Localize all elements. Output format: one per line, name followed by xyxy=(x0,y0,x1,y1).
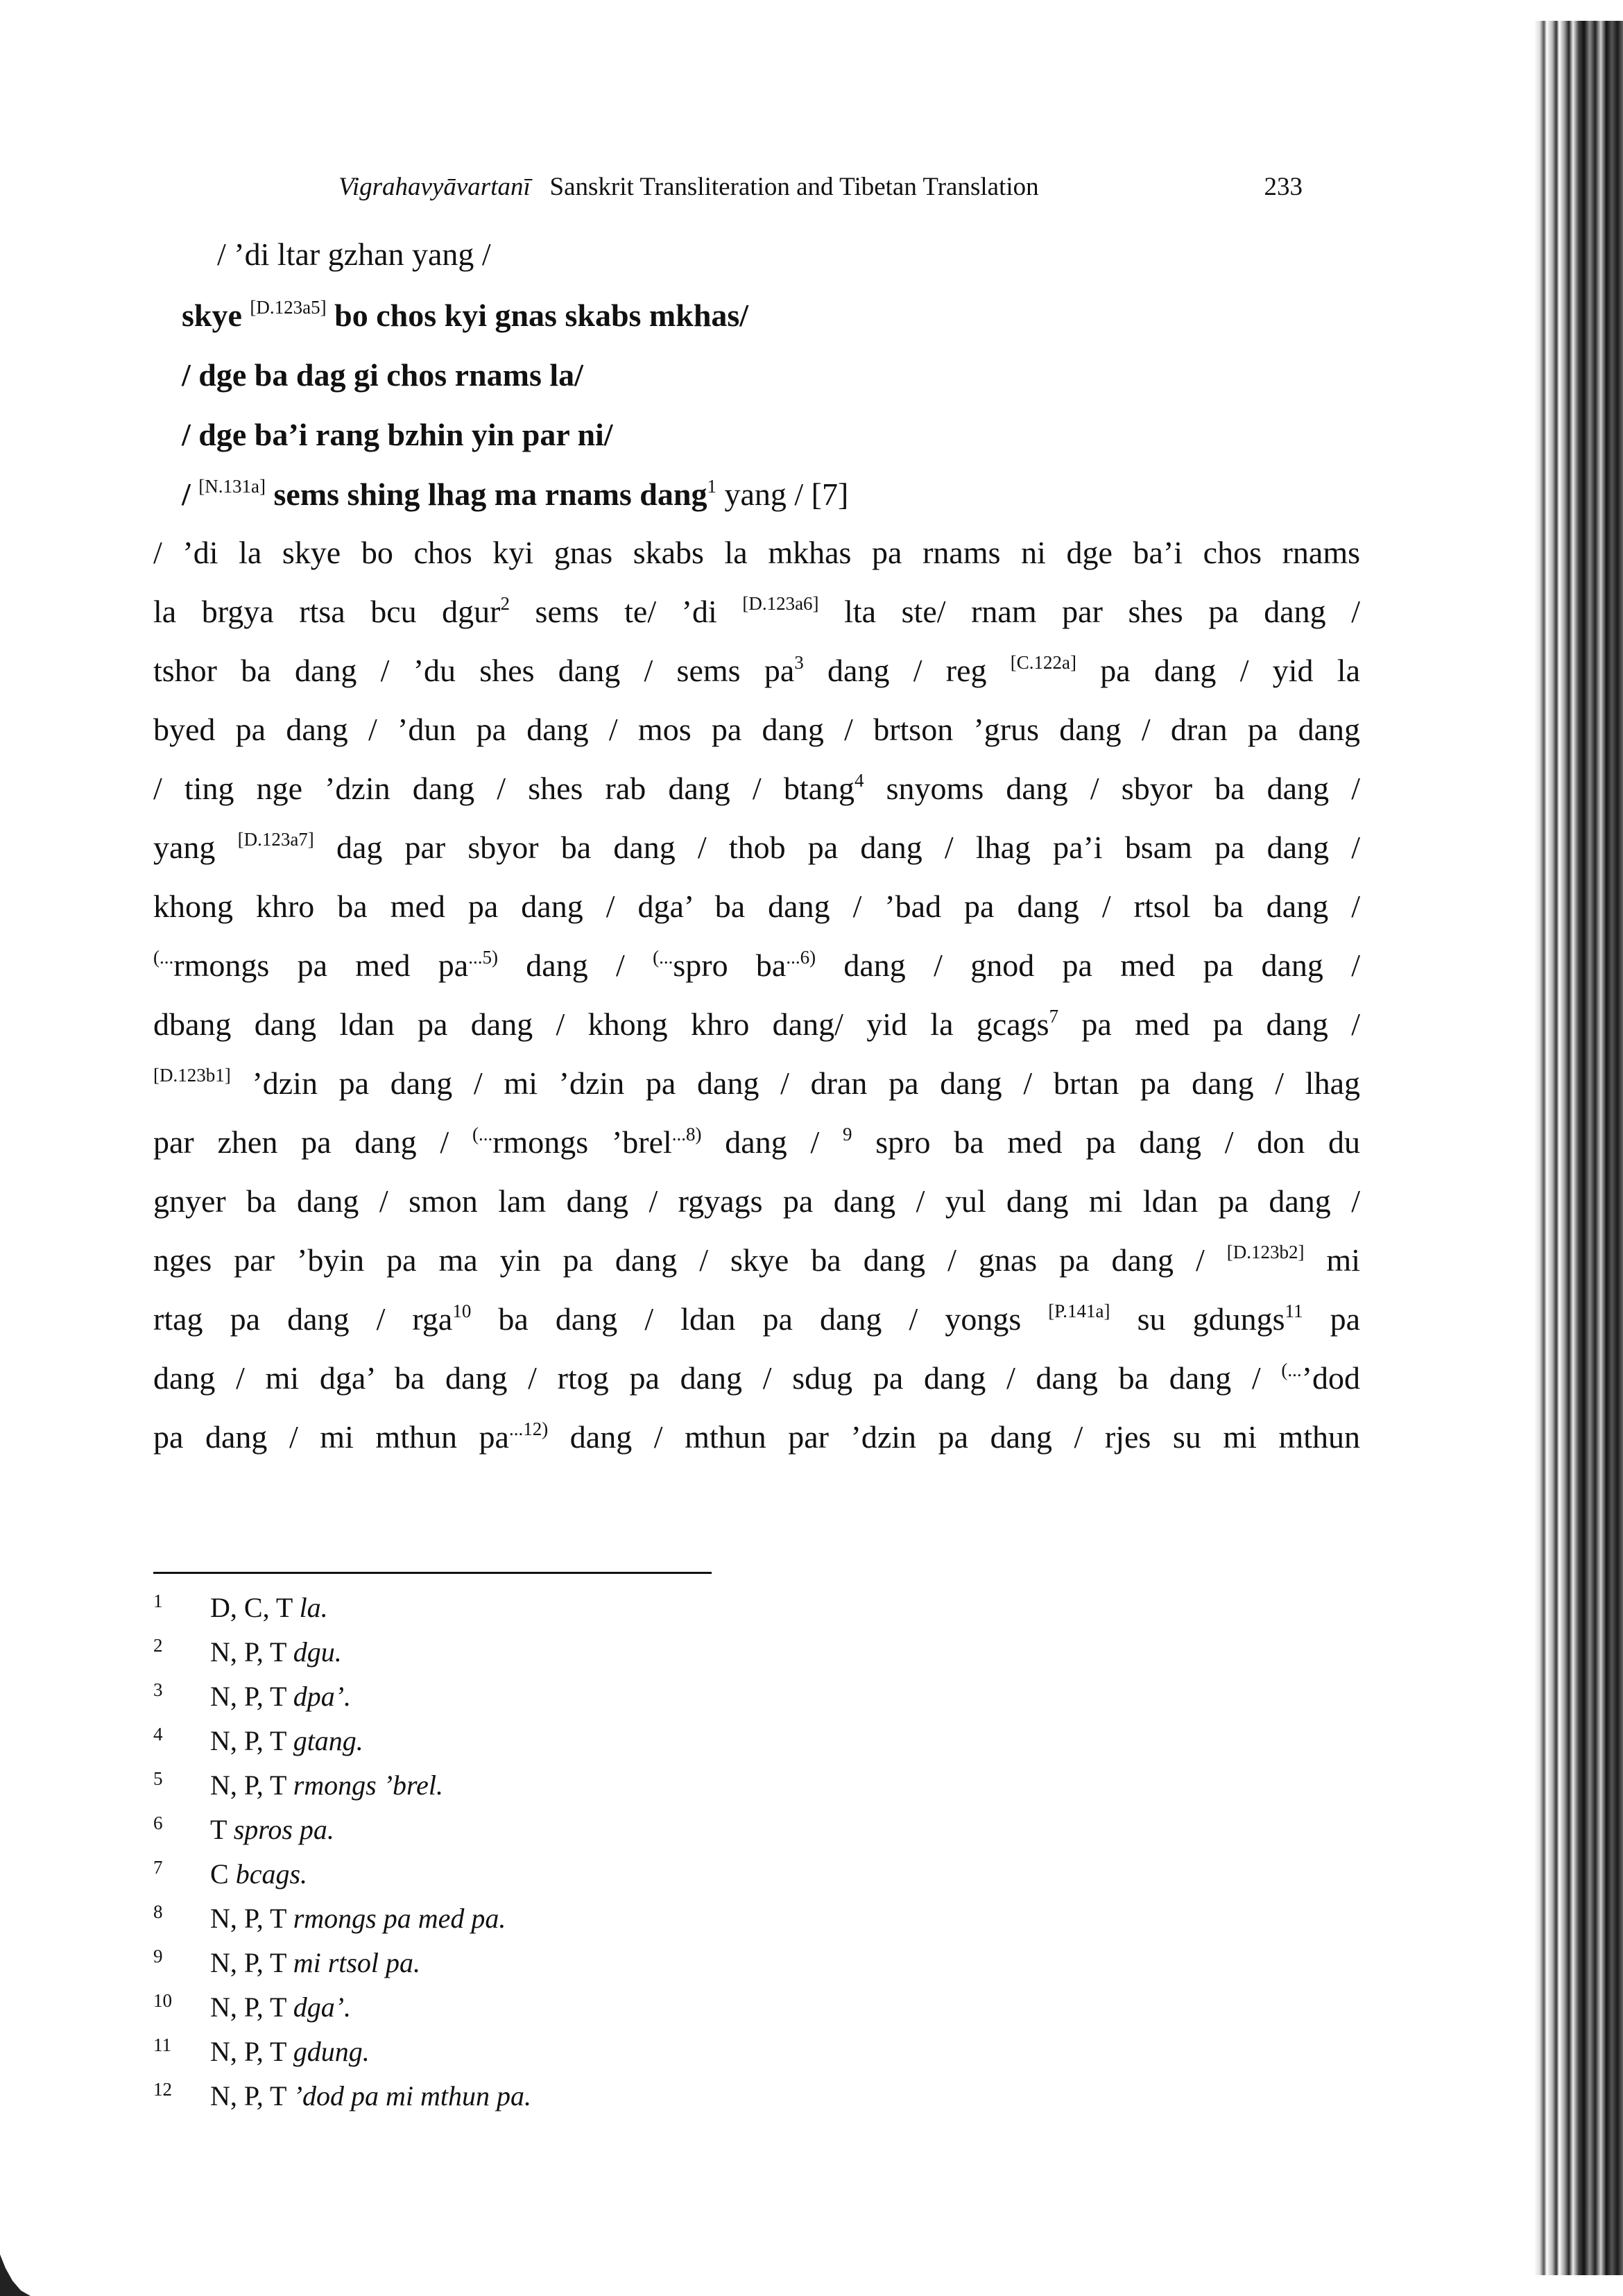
footnote-marker: 7 xyxy=(1049,1006,1059,1027)
prose-text: dang / gnod pa med pa dang / xyxy=(816,948,1360,983)
prose-line-2 xyxy=(153,593,1360,630)
footnote-marker: 9 xyxy=(843,1124,852,1145)
footnote-sigla: N, P, T xyxy=(210,1903,286,1934)
footnote-sigla: N, P, T xyxy=(210,2036,286,2067)
running-title xyxy=(338,172,1039,202)
variant-bracket: (... xyxy=(1281,1360,1302,1380)
footnote-number: 6 xyxy=(153,1813,163,1833)
prose-line-1: / ’di la skye bo chos kyi gnas skabs la mkhas pa rnams ni dge ba’i chos rnams xyxy=(153,535,1360,570)
prose-line-15 xyxy=(153,1360,1360,1396)
variant-bracket: (... xyxy=(153,947,174,968)
footnote-reading: ’dod pa mi mthun pa. xyxy=(293,2080,532,2111)
verse-line-5 xyxy=(182,476,848,513)
footnote-reading: bcags. xyxy=(235,1858,308,1890)
prose-line-6 xyxy=(153,829,1360,866)
footnote-marker: 2 xyxy=(500,593,510,614)
prose-text: spro ba med pa dang / don du xyxy=(852,1124,1360,1160)
footnote-reading: dpa’. xyxy=(293,1681,352,1712)
footnote-number: 1 xyxy=(153,1591,163,1611)
footnote-marker: 11 xyxy=(1285,1301,1303,1321)
footnote xyxy=(153,1724,363,1757)
prose-text: snyoms dang / sbyor ba dang / xyxy=(864,771,1360,806)
footnote-reading: gdung. xyxy=(293,2036,370,2067)
footnote-sigla: N, P, T xyxy=(210,1991,286,2023)
prose-text: su gdungs xyxy=(1110,1301,1285,1337)
prose-text: lta ste/ rnam par shes pa dang / xyxy=(818,594,1360,629)
verse-line-4: / dge ba’i rang bzhin yin par ni/ xyxy=(182,417,613,452)
footnote xyxy=(153,1768,443,1801)
verse-line-3: / dge ba dag gi chos rnams la/ xyxy=(182,357,583,393)
footnote-reading: dga’. xyxy=(293,1991,352,2023)
variant-bracket: ...12) xyxy=(508,1419,549,1439)
prose-text: dang / reg xyxy=(803,653,1011,688)
edition-ref: [N.131a] xyxy=(198,476,266,497)
prose-text: rmongs pa med pa xyxy=(173,948,469,983)
prose-text: dang / mthun par ’dzin pa dang / rjes su mi mthun xyxy=(548,1419,1361,1455)
footnote-sigla: N, P, T xyxy=(210,1770,286,1801)
prose-line-5 xyxy=(153,770,1360,807)
prose-text: pa dang / mi mthun pa xyxy=(153,1419,509,1455)
prose-text: la brgya rtsa bcu dgur xyxy=(153,594,501,629)
footnote-number: 8 xyxy=(153,1901,163,1922)
running-title-rest: Sanskrit Transliteration and Tibetan Translation xyxy=(549,173,1039,201)
footnote-number: 2 xyxy=(153,1635,163,1656)
prose-text: mi xyxy=(1304,1242,1360,1278)
prose-line-9 xyxy=(153,1006,1360,1043)
verse-text: sems shing lhag ma rnams dang xyxy=(266,477,707,512)
verse-text: yang / [7] xyxy=(716,477,849,512)
edition-ref: [P.141a] xyxy=(1048,1301,1110,1321)
edition-ref: [D.123a6] xyxy=(742,593,819,614)
running-header xyxy=(338,172,1303,202)
scan-corner-shape xyxy=(0,2254,31,2296)
footnote-reading: mi rtsol pa. xyxy=(293,1947,421,1978)
running-title-italic: Vigrahavyāvartanī xyxy=(338,173,531,201)
footnote xyxy=(153,1591,328,1624)
verse-text: / xyxy=(182,477,199,512)
footnote-number: 11 xyxy=(153,2034,171,2055)
verse-text: bo chos kyi gnas skabs mkhas/ xyxy=(326,298,749,333)
prose-line-7: khong khro ba med pa dang / dga’ ba dang / ’bad pa dang / rtsol ba dang / xyxy=(153,889,1360,924)
prose-line-16 xyxy=(153,1419,1360,1455)
prose-text: spro ba xyxy=(673,948,787,983)
footnote-marker: 3 xyxy=(794,652,804,673)
footnote xyxy=(153,1946,420,1979)
footnote-number: 7 xyxy=(153,1857,163,1878)
footnote-reading: gtang. xyxy=(293,1725,363,1756)
prose-text: pa med pa dang / xyxy=(1058,1006,1361,1042)
prose-text: ’dzin pa dang / mi ’dzin pa dang / dran pa dang / brtan pa dang / lhag xyxy=(230,1065,1360,1101)
prose-text: rtag pa dang / rga xyxy=(153,1301,453,1337)
footnote-number: 9 xyxy=(153,1946,163,1967)
edition-ref: [D.123a7] xyxy=(237,829,314,850)
variant-bracket: ...6) xyxy=(786,947,816,968)
footnote xyxy=(153,1635,342,1668)
prose-text: yang xyxy=(153,830,238,865)
page-edge-shadow xyxy=(1534,21,1623,2275)
prose-text: dang / xyxy=(701,1124,843,1160)
prose-line-10 xyxy=(153,1065,1360,1102)
footnote-sigla: T xyxy=(210,1814,227,1845)
footnote-marker: 10 xyxy=(452,1301,472,1321)
scan-corner-mark xyxy=(0,2247,35,2296)
footnote-sigla: N, P, T xyxy=(210,1636,286,1668)
variant-bracket: (... xyxy=(472,1124,493,1145)
footnote-number: 12 xyxy=(153,2079,172,2100)
variant-bracket: ...5) xyxy=(468,947,498,968)
prose-text: rmongs ’brel xyxy=(492,1124,672,1160)
prose-text: dag par sbyor ba dang / thob pa dang / lhag pa’i bsam pa dang / xyxy=(314,830,1361,865)
variant-bracket: ...8) xyxy=(671,1124,702,1145)
prose-text: tshor ba dang / ’du shes dang / sems pa xyxy=(153,653,795,688)
prose-text: dang / xyxy=(497,948,653,983)
prose-text: pa xyxy=(1303,1301,1360,1337)
prose-line-11 xyxy=(153,1124,1360,1160)
footnote-marker: 4 xyxy=(855,770,864,791)
prose-text: dbang dang ldan pa dang / khong khro dang/ yid la gcags xyxy=(153,1006,1049,1042)
footnote xyxy=(153,1857,307,1890)
footnote-reading: rmongs ’brel. xyxy=(293,1770,443,1801)
footnote-reading: spros pa. xyxy=(233,1814,334,1845)
footnote-rule xyxy=(153,1572,712,1574)
prose-text: ’dod xyxy=(1301,1360,1360,1396)
footnote-marker: 1 xyxy=(707,476,716,497)
verse-text: skye xyxy=(182,298,250,333)
prose-text: par zhen pa dang / xyxy=(153,1124,472,1160)
edition-ref: [C.122a] xyxy=(1010,652,1077,673)
footnote xyxy=(153,1990,351,2023)
prose-text: pa dang / yid la xyxy=(1076,653,1360,688)
footnote-sigla: N, P, T xyxy=(210,1947,286,1978)
footnote xyxy=(153,1901,506,1935)
footnote xyxy=(153,2079,531,2112)
footnote-reading: dgu. xyxy=(293,1636,342,1668)
page-number: 233 xyxy=(1264,173,1303,201)
edition-ref: [D.123b2] xyxy=(1226,1242,1305,1262)
edition-ref: [D.123a5] xyxy=(250,297,327,318)
footnote-sigla: N, P, T xyxy=(210,2080,286,2111)
prose-line-8 xyxy=(153,947,1360,984)
prose-line-14 xyxy=(153,1301,1360,1337)
prose-line-3 xyxy=(153,652,1360,689)
prose-text: dang / mi dga’ ba dang / rtog pa dang / sdug pa dang / dang ba dang / xyxy=(153,1360,1282,1396)
footnote-sigla: N, P, T xyxy=(210,1725,286,1756)
verse-line-2 xyxy=(182,297,748,334)
prose-text: nges par ’byin pa ma yin pa dang / skye ba dang / gnas pa dang / xyxy=(153,1242,1227,1278)
prose-line-12: gnyer ba dang / smon lam dang / rgyags pa dang / yul dang mi ldan pa dang / xyxy=(153,1183,1360,1219)
prose-line-4: byed pa dang / ’dun pa dang / mos pa dang / brtson ’grus dang / dran pa dang xyxy=(153,712,1360,747)
footnote xyxy=(153,2034,370,2068)
footnote-number: 3 xyxy=(153,1679,163,1700)
footnote-number: 10 xyxy=(153,1990,172,2011)
verse-line-1: / ’di ltar gzhan yang / xyxy=(217,237,491,272)
footnote-reading: rmongs pa med pa. xyxy=(293,1903,506,1934)
edition-ref: [D.123b1] xyxy=(153,1065,231,1086)
prose-text: / ting nge ’dzin dang / shes rab dang / btang xyxy=(153,771,855,806)
footnote-number: 5 xyxy=(153,1768,163,1789)
footnote-reading: la. xyxy=(299,1592,328,1623)
footnote-sigla: N, P, T xyxy=(210,1681,286,1712)
prose-text: ba dang / ldan pa dang / yongs xyxy=(471,1301,1049,1337)
prose-line-13 xyxy=(153,1242,1360,1278)
footnote-sigla: C xyxy=(210,1858,229,1890)
footnote xyxy=(153,1813,334,1846)
footnote-sigla: D, C, T xyxy=(210,1592,293,1623)
footnote-number: 4 xyxy=(153,1724,163,1745)
footnote xyxy=(153,1679,351,1713)
variant-bracket: (... xyxy=(653,947,673,968)
prose-text: sems te/ ’di xyxy=(510,594,743,629)
